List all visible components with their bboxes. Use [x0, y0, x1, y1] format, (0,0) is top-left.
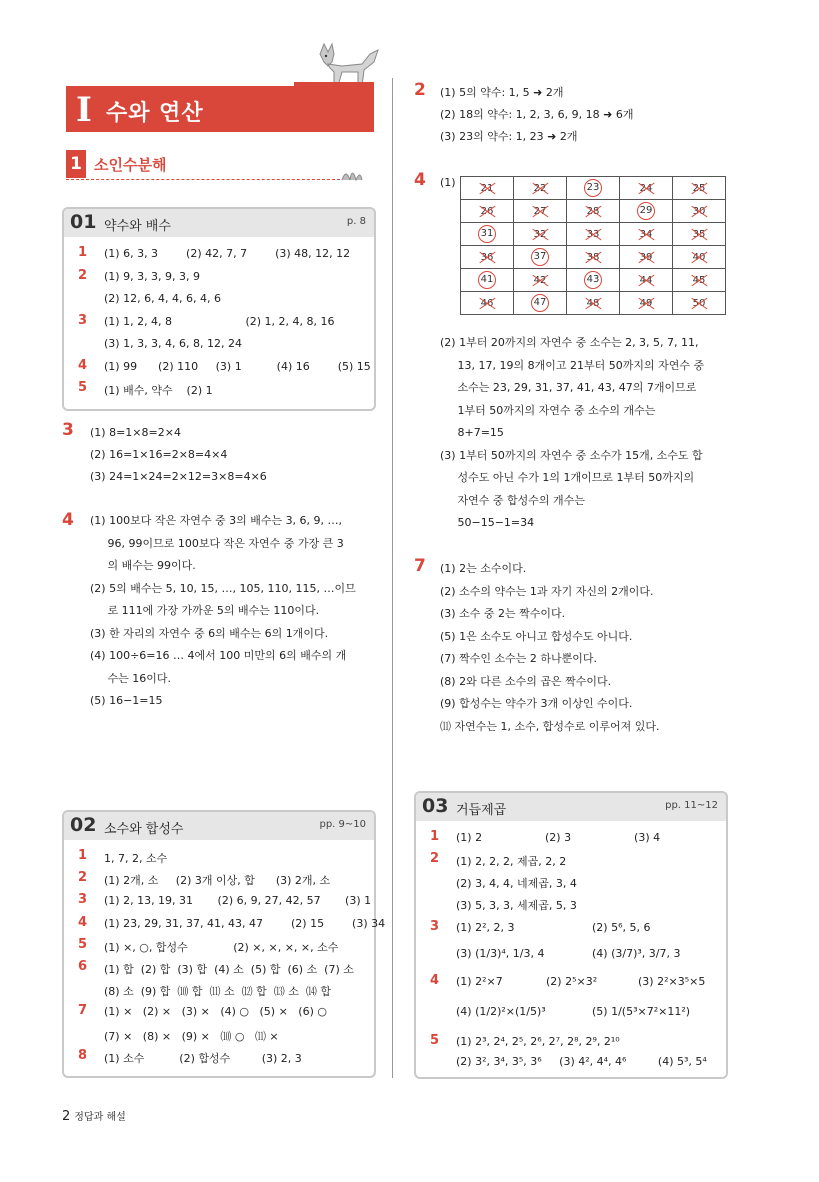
prime-number: 23: [584, 179, 602, 197]
solution-line: 8+7=15: [440, 426, 504, 439]
table-cell: [461, 246, 514, 269]
table-cell: [620, 200, 673, 223]
solution-line: (3) 23의 약수: 1, 23 ➜ 2개: [440, 130, 578, 143]
section-divider: [66, 179, 340, 180]
crossed-number: 44: [639, 274, 653, 286]
footer-label: 정답과 해설: [74, 1112, 126, 1123]
solution-line: (1) 100보다 작은 자연수 중 3의 배수는 3, 6, 9, …,: [90, 514, 343, 527]
table-cell: [620, 269, 673, 292]
solution-line: (5) 16−1=15: [90, 694, 163, 707]
crossed-number: 45: [692, 274, 706, 286]
table-cell: [673, 246, 726, 269]
box-number: 03: [422, 795, 449, 817]
table-cell: [461, 200, 514, 223]
table-cell: [567, 177, 620, 200]
box-number: 02: [70, 814, 97, 836]
row-number: 3: [78, 892, 88, 908]
crossed-number: 26: [480, 205, 494, 217]
crossed-number: 24: [639, 182, 653, 194]
row-number: 5: [78, 380, 88, 395]
table-cell: [461, 292, 514, 315]
table-cell: [514, 269, 567, 292]
row-number: 4: [78, 357, 88, 373]
prime-number: 37: [531, 248, 549, 266]
solution-line: (3) 24=1×24=2×12=3×8=4×6: [90, 470, 267, 483]
crossed-number: 25: [692, 182, 706, 194]
row-number: 5: [78, 936, 88, 952]
solution-line: (8) 2와 다른 소수의 곱은 짝수이다.: [440, 674, 612, 688]
question-number: 3: [62, 420, 74, 440]
crossed-number: 28: [586, 205, 600, 217]
chapter-header: [66, 86, 374, 132]
answer-row: (1) 소수 (2) 합성수 (3) 2, 3: [104, 1051, 302, 1065]
box-03: 03 거듭제곱 pp. 11~12 1 (1) 2 (2) 3 (3) 4 2 (1) 2, 2, 2, 제곱, 2, 2 (2) 3, 4, 4, 네제곱, 3, 4 (3) 5, 3, 3, 세제곱, 5, 3 3 (1) 2², 2, 3 (2) 5⁶, 5, 6 (3) (1/3)⁴, 1/3, 4 (4) (3/7)³, 3/7, 3 4 (1) 2²×7 (2) 2⁵×3² (3) 2²×3⁵×5 (4) (1/2)²×(1/5)³ (5) 1/(5³×7²×11²) 5 (1) 2³, 2⁴, 2⁵, 2⁶, 2⁷, 2⁸, 2⁹, 2¹⁰ (2) 3², 3⁴, 3⁵, 3⁶ (3) 4², 4⁴, 4⁶ (4) 5³, 5⁴: [414, 791, 728, 1079]
box-page: pp. 11~12: [665, 800, 718, 811]
solution-line: (9) 합성수는 약수가 3개 이상인 수이다.: [440, 697, 633, 710]
table-cell: [620, 292, 673, 315]
answer-row: (1) 2개, 소 (2) 3개 이상, 합 (3) 2개, 소: [104, 874, 331, 888]
crossed-number: 22: [533, 182, 547, 194]
box-title: 약수와 배수: [104, 219, 171, 234]
answer-row: (2) 3², 3⁴, 3⁵, 3⁶ (3) 4², 4⁴, 4⁶ (4) 5³, 5⁴: [456, 1055, 707, 1068]
box-page: pp. 9~10: [319, 819, 366, 830]
answer-row: (1) 2²×7: [456, 975, 503, 988]
table-cell: [567, 223, 620, 246]
column-divider: [392, 78, 393, 1078]
answer-row: (4) (3/7)³, 3/7, 3: [592, 947, 681, 960]
crossed-number: 48: [586, 297, 600, 309]
table-cell: [567, 200, 620, 223]
row-number: 1: [78, 245, 88, 260]
row-number: 3: [78, 312, 88, 328]
solution-line: (2) 1부터 20까지의 자연수 중 소수는 2, 3, 5, 7, 11,: [440, 336, 699, 349]
box-02: [62, 810, 386, 1078]
row-number: 2: [78, 267, 88, 283]
page-footer: [62, 1108, 126, 1124]
solution-line: 13, 17, 19의 8개이고 21부터 50까지의 자연수 중: [440, 358, 705, 372]
crossed-number: 36: [480, 251, 494, 263]
table-cell: [567, 269, 620, 292]
row-number: 8: [78, 1047, 88, 1063]
crossed-number: 35: [692, 228, 706, 240]
sub-label: (1): [440, 176, 456, 189]
box-page: p. 8: [346, 216, 366, 227]
question-number: 7: [414, 556, 426, 576]
solution-line: (1) 8=1×8=2×4: [90, 426, 181, 439]
solution-line: (2) 16=1×16=2×8=4×4: [90, 448, 228, 461]
row-number: 7: [78, 1003, 88, 1019]
solution-line: 수는 16이다.: [90, 671, 171, 685]
solution-line: (1) 2는 소수이다.: [440, 562, 527, 575]
crossed-number: 50: [692, 297, 706, 309]
table-cell: [514, 200, 567, 223]
chapter-title: 수와 연산: [106, 101, 204, 126]
table-cell: [461, 269, 514, 292]
crossed-number: 38: [586, 251, 600, 263]
prime-number: 47: [531, 294, 549, 312]
prime-number: 29: [637, 202, 655, 220]
answer-row: (3) (1/3)⁴, 1/3, 4: [456, 947, 545, 960]
table-cell: [461, 223, 514, 246]
answer-row: (2) 3, 4, 4, 네제곱, 3, 4: [456, 877, 577, 890]
solution-line: 성수도 아닌 수가 1의 1개이므로 1부터 50까지의: [440, 471, 695, 484]
box-title: 거듭제곱: [456, 803, 507, 818]
answer-row: (7) × (8) × (9) × ⑽ ○ ⑾ ×: [104, 1029, 279, 1043]
solution-line: (2) 소수의 약수는 1과 자기 자신의 2개이다.: [440, 584, 654, 598]
answer-row: (5) 1/(5³×7²×11²): [592, 1005, 691, 1018]
table-cell: [567, 246, 620, 269]
answer-row: (1) 2, 13, 19, 31 (2) 6, 9, 27, 42, 57 (3) 1: [104, 894, 372, 908]
answer-row: (1) 2 (2) 3 (3) 4: [456, 831, 661, 844]
solution-line: (1) 5의 약수: 1, 5 ➜ 2개: [440, 86, 564, 99]
table-cell: [514, 177, 567, 200]
section-title: 소인수분해: [94, 156, 167, 174]
answer-row: (1) 2³, 2⁴, 2⁵, 2⁶, 2⁷, 2⁸, 2⁹, 2¹⁰: [456, 1035, 620, 1048]
answer-row: (1) 2², 2, 3: [456, 921, 515, 934]
answer-row: (1) 합 (2) 합 (3) 합 (4) 소 (5) 합 (6) 소 (7) 소: [104, 963, 354, 976]
answer-row: (1) 23, 29, 31, 37, 41, 43, 47 (2) 15 (3) 34: [104, 916, 386, 930]
solution-line: 50−15−1=34: [440, 516, 535, 529]
crossed-number: 21: [480, 182, 494, 194]
answer-row: (1) 배수, 약수 (2) 1: [104, 384, 213, 397]
crossed-number: 46: [480, 297, 494, 309]
answer-row: 1, 7, 2, 소수: [104, 852, 168, 865]
table-cell: [567, 292, 620, 315]
table-cell: [673, 269, 726, 292]
row-number: 4: [78, 914, 88, 930]
solution-line: 자연수 중 합성수의 개수는: [440, 493, 585, 507]
crossed-number: 39: [639, 251, 653, 263]
table-cell: [673, 292, 726, 315]
crossed-number: 40: [692, 251, 706, 263]
answer-row: (1) 9, 3, 3, 9, 3, 9: [104, 269, 201, 283]
solution-line: (3) 소수 중 2는 짝수이다.: [440, 607, 566, 620]
solution-line: 소수는 23, 29, 31, 37, 41, 43, 47의 7개이므로: [440, 381, 697, 394]
answer-row: (4) (1/2)²×(1/5)³: [456, 1005, 546, 1018]
table-cell: [673, 177, 726, 200]
table-cell: [514, 223, 567, 246]
row-number: 1: [78, 848, 88, 863]
solution-line: (7) 짝수인 소수는 2 하나뿐이다.: [440, 652, 597, 665]
solution-line: (3) 한 자리의 자연수 중 6의 배수는 6의 1개이다.: [90, 626, 329, 640]
table-cell: [673, 223, 726, 246]
table-cell: [620, 246, 673, 269]
chapter-roman: I: [76, 90, 92, 130]
answer-row: (1) × (2) × (3) × (4) ○ (5) × (6) ○: [104, 1005, 327, 1019]
prime-number: 31: [478, 225, 496, 243]
box-title: 소수와 합성수: [104, 822, 184, 837]
answer-row: (3) 5, 3, 3, 세제곱, 5, 3: [456, 899, 577, 912]
section-number: 1: [66, 150, 86, 178]
answer-row: (1) 2, 2, 2, 제곱, 2, 2: [456, 855, 567, 868]
answer-row: (8) 소 (9) 합 ⑽ 합 ⑾ 소 ⑿ 합 ⒀ 소 ⒁ 합: [104, 985, 331, 999]
crossed-number: 30: [692, 205, 706, 217]
crossed-number: 49: [639, 297, 653, 309]
answer-row: (1) 99 (2) 110 (3) 1 (4) 16 (5) 15: [104, 359, 371, 373]
crossed-number: 33: [586, 228, 600, 240]
grass-icon: [340, 162, 370, 182]
table-cell: [620, 177, 673, 200]
solution-line: (2) 5의 배수는 5, 10, 15, …, 105, 110, 115, …이므: [90, 581, 356, 595]
crossed-number: 34: [639, 228, 653, 240]
solution-line: 의 배수는 99이다.: [90, 559, 196, 572]
solution-line: 96, 99이므로 100보다 작은 자연수 중 가장 큰 3: [90, 536, 344, 550]
prime-number: 43: [584, 271, 602, 289]
answer-row: (2) 12, 6, 4, 4, 6, 4, 6: [104, 292, 222, 305]
prime-number: 41: [478, 271, 496, 289]
table-cell: [461, 177, 514, 200]
table-cell: [673, 200, 726, 223]
question-number: 4: [62, 510, 74, 530]
solution-line: (2) 18의 약수: 1, 2, 3, 6, 9, 18 ➜ 6개: [440, 108, 634, 121]
row-number: 2: [78, 870, 88, 886]
answer-row: (1) 1, 2, 4, 8 (2) 1, 2, 4, 8, 16: [104, 314, 335, 328]
answer-row: (1) ×, ○, 합성수 (2) ×, ×, ×, ×, 소수: [104, 940, 339, 954]
solution-line: 로 111에 가장 가까운 5의 배수는 110이다.: [90, 604, 320, 617]
box-number: 01: [70, 211, 97, 233]
box-01: [62, 207, 376, 411]
solution-line: (3) 1부터 50까지의 자연수 중 소수가 15개, 소수도 합: [440, 448, 703, 462]
table-cell: [620, 223, 673, 246]
question-number: 4: [414, 170, 426, 190]
answer-row: (2) 2⁵×3²: [546, 975, 598, 988]
prime-table: [460, 176, 726, 315]
answer-row: (2) 5⁶, 5, 6: [592, 921, 651, 934]
question-number: 2: [414, 80, 426, 100]
crossed-number: 27: [533, 205, 547, 217]
answer-row: (3) 1, 3, 3, 4, 6, 8, 12, 24: [104, 337, 243, 350]
solution-line: 1부터 50까지의 자연수 중 소수의 개수는: [440, 403, 656, 417]
solution-line: (5) 1은 소수도 아니고 합성수도 아니다.: [440, 629, 633, 643]
solution-line: ⑾ 자연수는 1, 소수, 합성수로 이루어져 있다.: [440, 719, 660, 733]
row-number: 6: [78, 959, 88, 974]
answer-row: (1) 6, 3, 3 (2) 42, 7, 7 (3) 48, 12, 12: [104, 247, 351, 260]
crossed-number: 42: [533, 274, 547, 286]
table-cell: [514, 246, 567, 269]
answer-row: (3) 2²×3⁵×5: [638, 975, 706, 988]
table-cell: [514, 292, 567, 315]
crossed-number: 32: [533, 228, 547, 240]
page-number: 2: [62, 1109, 71, 1124]
solution-line: (4) 100÷6=16 … 4에서 100 미만의 6의 배수의 개: [90, 649, 347, 662]
